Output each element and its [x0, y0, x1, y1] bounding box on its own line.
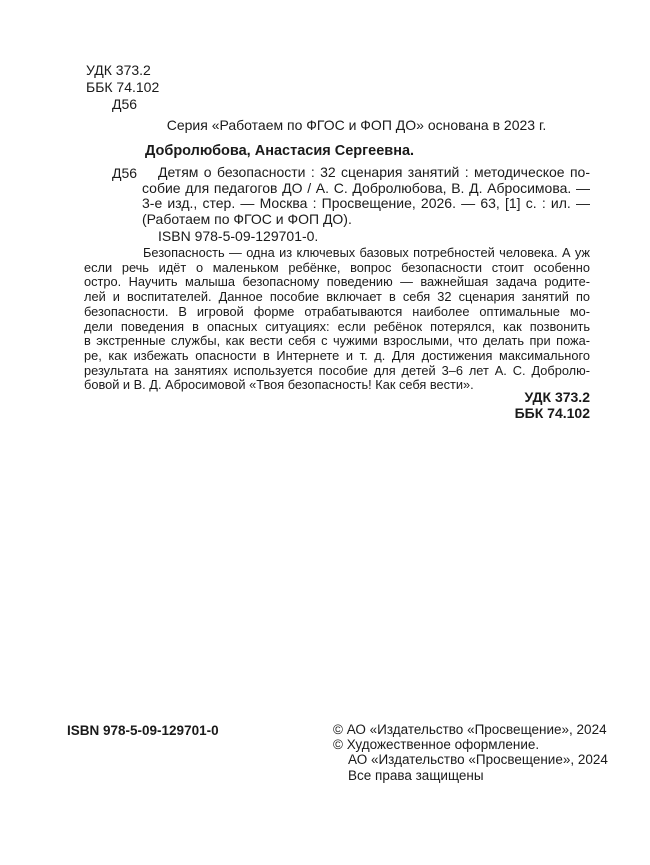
entry-line: 3-е изд., стер. — Москва : Просвещение, 2026. — 63, [1] с. : ил. — — [142, 195, 590, 211]
annotation-line: лей и воспитателей. Данное пособие включает в себя 32 сценария занятий по — [84, 289, 590, 305]
series-line: Серия «Работаем по ФГОС и ФОП ДО» основана в 2023 г. — [166, 117, 547, 133]
author-sign-top: Д56 — [112, 96, 138, 112]
annotation-line: дели поведения в опасных ситуациях: если ребёнок потерялся, как позвонить — [84, 318, 590, 334]
copyright-line: © АО «Издательство «Просвещение», 2024 — [333, 722, 607, 737]
entry-line: собие для педагогов ДО / А. С. Добролюбова, В. Д. Абросимова. — — [142, 179, 590, 196]
bbk-bottom: ББК 74.102 — [514, 404, 590, 421]
classification-top — [86, 62, 159, 113]
annotation — [84, 246, 590, 393]
annotation-line: результата на занятиях используется пособие для детей 3–6 лет А. С. Добролю- — [84, 362, 590, 378]
annotation-line: если речь идёт о маленьком ребёнке, вопрос безопасности стоит особенно — [84, 259, 590, 275]
copyright-line: АО «Издательство «Просвещение», 2024 — [348, 752, 608, 768]
annotation-line: ре, как избежать опасности в Интернете и т. д. Для достижения максимального — [84, 347, 590, 363]
udk-bottom: УДК 373.2 — [524, 389, 590, 405]
classification-bottom — [440, 390, 590, 421]
isbn-footer: ISBN 978-5-09-129701-0 — [67, 723, 219, 738]
annotation-line: Безопасность — одна из ключевых базовых потребностей человека. А уж — [143, 245, 590, 260]
copyright-block — [333, 722, 608, 783]
udk-top: УДК 373.2 — [86, 62, 151, 78]
copyright-line: © Художественное оформление. — [333, 737, 540, 753]
annotation-line: бовой и В. Д. Абросимовой «Твоя безопасность! Как себя вести». — [84, 377, 474, 393]
author-sign-entry: Д56 — [112, 165, 138, 181]
copyright-line: Все права защищены — [348, 767, 484, 783]
entry-line: (Работаем по ФГОС и ФОП ДО). — [142, 210, 352, 227]
annotation-line: остро. Научить малыша безопасному поведению — важнейшая задача родите- — [84, 274, 590, 290]
entry-line: Детям о безопасности : 32 сценария занятий : методическое по- — [158, 164, 590, 180]
annotation-line: безопасности. В игровой форме отрабатываются наиболее оптимальные мо- — [84, 303, 590, 319]
isbn-entry: ISBN 978-5-09-129701-0. — [158, 228, 319, 244]
author-heading: Добролюбова, Анастасия Сергеевна. — [145, 143, 415, 159]
bibliographic-description — [142, 165, 590, 227]
bbk-top: ББК 74.102 — [86, 79, 160, 95]
annotation-line: в экстренные службы, как вести себя с чужими взрослыми, что делать при пожа- — [84, 333, 590, 349]
